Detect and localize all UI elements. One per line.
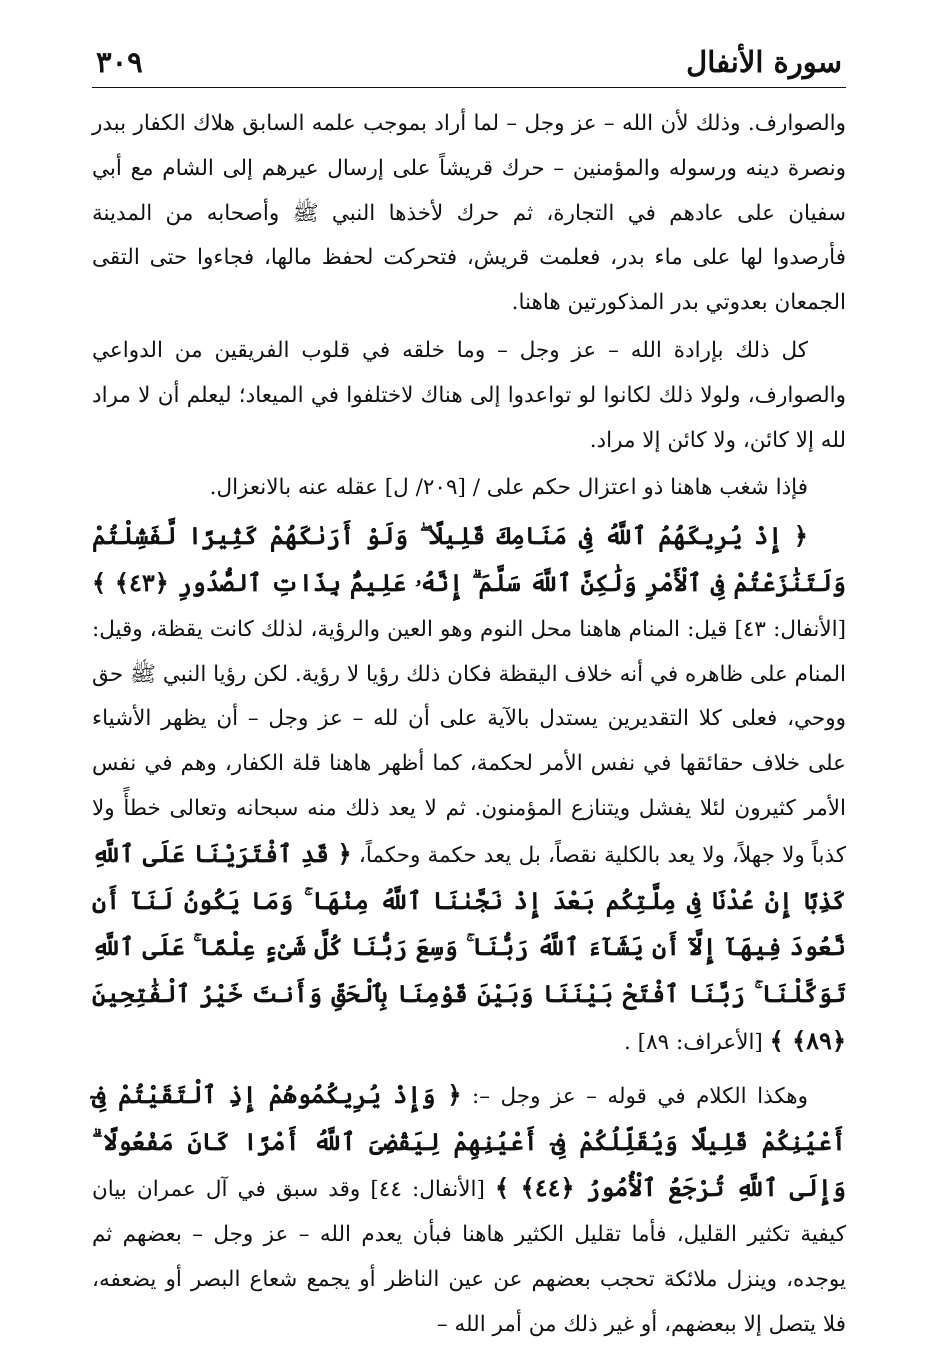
surah-title: سورة الأنفال — [686, 45, 842, 79]
quran-verse: ﴿ إِذْ يُرِيكَهُمُ ٱللَّهُ فِى مَنَامِكَ قَلِيلًا ۖ وَلَوْ أَرَىٰكَهُمْ كَثِيرًا لَّفَشِلْتُمْ وَلَتَنَٰزَعْتُمْ فِى ٱلْأَمْرِ وَلَٰكِنَّ ٱللَّهَ سَلَّمَ ۗ إِنَّهُۥ عَلِيمٌۢ بِذَاتِ ٱلصُّدُورِ ﴿٤٣﴾ ﴾ — [92, 521, 846, 597]
quran-verse: ﴿ وَإِذْ يُرِيكُمُوهُمْ إِذِ ٱلْتَقَيْتُمْ فِىٓ أَعْيُنِكُمْ قَلِيلًا وَيُقَلِّلُكُمْ فِىٓ أَعْيُنِهِمْ لِيَقْضِىَ ٱللَّهُ أَمْرًا كَانَ مَفْعُولًا ۗ وَإِلَى ٱللَّهِ تُرْجَعُ ٱلْأُمُورُ ﴿٤٤﴾ ﴾ — [92, 1079, 846, 1203]
text-segment: [الأعراف: ٨٩] . — [624, 1029, 770, 1055]
text-segment: فإذا شغب هاهنا ذو اعتزال حكم على / [٢٠٩/ ل] عقله عنه بالانعزال. — [209, 475, 808, 501]
page-number: ٣٠٩ — [96, 45, 143, 79]
text-segment: [الأنفال: ٤٤] وقد سبق في آل عمران بيان كيفية تكثير القليل، فأما تقليل الكثير هاهنا فبأن يعدم الله – عز وجل – بعضهم ثم يوجده، وينزل ملائكة تحجب بعضهم عن عين الناظر أو يجمع شعاع البصر أو يضعفه، فلا يتصل إلا ببعضهم، أو غير ذلك من أمر الله – — [92, 1177, 846, 1337]
page-header — [92, 30, 846, 88]
paragraph — [92, 102, 846, 326]
text-segment: [الأنفال: ٤٣] قيل: المنام هاهنا محل النوم وهو العين والرؤية، لذلك كانت يقظة، وقيل: المنام على ظاهره في أنه خلاف اليقظة فكان ذلك رؤيا لا رؤية. لكن رؤيا النبي ﷺ حق ووحي، فعلى كلا التقديرين يستدل بالآية على أن لله – عز وجل – أن يظهر الأشياء على خلاف حقائقها في نفس الأمر لحكمة، كما أظهر هاهنا قلة الكفار، وهم في نفس الأمر كثيرون لئلا يفشل ويتنازع المؤمنون. ثم لا يعد ذلك منه سبحانه وتعالى خطأً ولا كذباً ولا جهلاً، ولا يعد بالكلية نقصاً، بل يعد حكمة وحكماً، — [92, 616, 846, 868]
paragraph — [92, 514, 846, 1066]
page-body — [92, 102, 846, 1348]
text-segment: والصوارف. وذلك لأن الله – عز وجل – لما أراد بموجب علمه السابق هلاك الكفار ببدر ونصرة دينه ورسوله والمؤمنين – حرك قريشاً على إرسال عيرهم إلى الشام مع أبي سفيان على عادهم في التجارة، ثم حرك لأخذها النبي ﷺ وأصحابه من المدينة فأرصدوا لها على ماء بدر، فعلمت قريش، فتحركت لحفظ مالها، فجاءوا حتى التقى الجمعان بعدوتي بدر المذكورتين هاهنا. — [92, 111, 846, 316]
paragraph — [92, 1073, 846, 1348]
text-segment: كل ذلك بإرادة الله – عز وجل – وما خلقه في قلوب الفريقين من الدواعي والصوارف، ولولا ذلك لكانوا لو تواعدوا إلى هناك لاختلفوا في الميعاد؛ ليعلم أن لا مراد لله إلا كائن، ولا كائن إلا مراد. — [92, 337, 846, 453]
text-segment: وهكذا الكلام في قوله – عز وجل –: — [461, 1083, 808, 1109]
paragraph — [92, 329, 846, 463]
quran-verse: ﴿ قَدِ ٱفْتَرَيْنَا عَلَى ٱللَّهِ كَذِبًا إِنْ عُدْنَا فِى مِلَّتِكُم بَعْدَ إِذْ نَجَّىٰنَا ٱللَّهُ مِنْهَا ۚ وَمَا يَكُونُ لَنَآ أَن نَّعُودَ فِيهَآ إِلَّآ أَن يَشَآءَ ٱللَّهُ رَبُّنَا ۚ وَسِعَ رَبُّنَا كُلَّ شَىْءٍ عِلْمًا ۚ عَلَى ٱللَّهِ تَوَكَّلْنَا ۚ رَبَّنَا ٱفْتَحْ بَيْنَنَا وَبَيْنَ قَوْمِنَا بِٱلْحَقِّ وَأَنتَ خَيْرُ ٱلْفَٰتِحِينَ ﴿٨٩﴾ ﴾ — [92, 838, 846, 1055]
paragraph — [92, 466, 846, 511]
